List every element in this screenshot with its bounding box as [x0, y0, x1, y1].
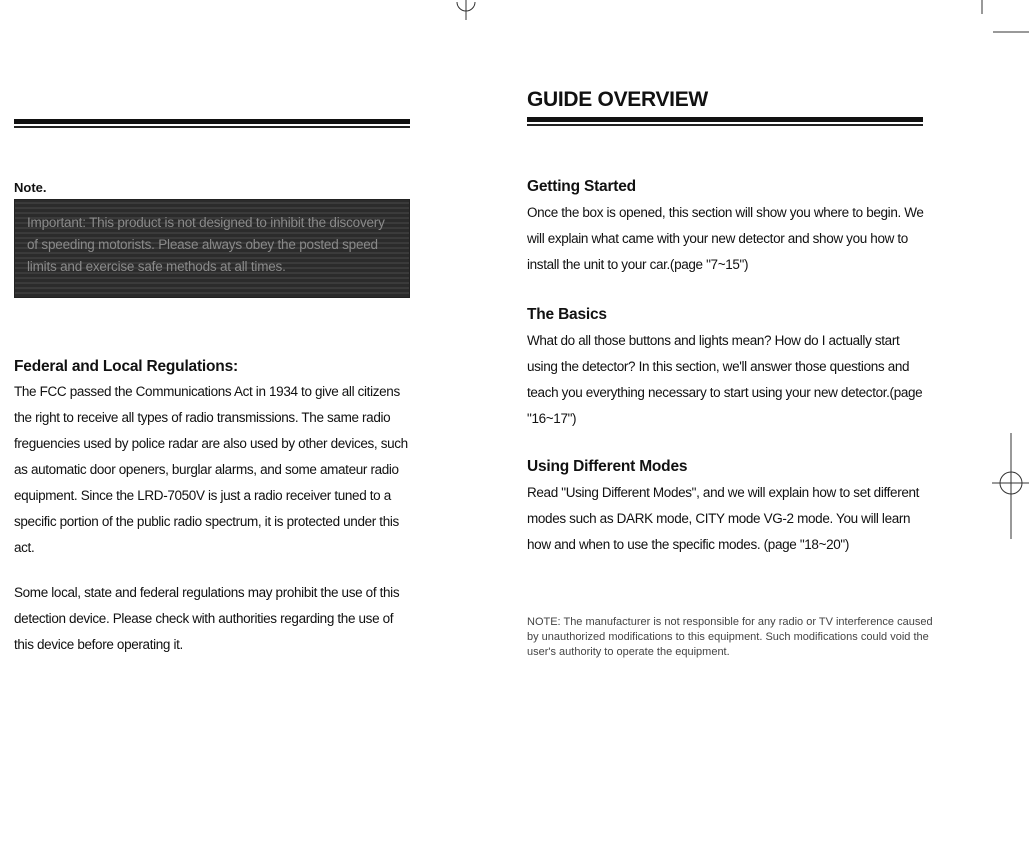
- note-box: [14, 199, 410, 298]
- note-text: Important: This product is not designed to inhibit the discovery of speeding motorists. Please always obey the posted speed limits and exercise safe methods at all times.: [27, 215, 385, 274]
- section-text-getting-started: Once the box is opened, this section will show you where to begin. We will explain what came with your new detector and show you how to install the unit to your car.(page "7~15"): [527, 205, 924, 272]
- note-label: Note.: [14, 180, 47, 195]
- registration-mark-right-icon: [990, 433, 1029, 539]
- section-title-getting-started: Getting Started: [527, 178, 636, 195]
- crop-mark-top-right-icon: [975, 0, 1029, 40]
- section-text-the-basics: What do all those buttons and lights mean? How do I actually start using the detector? In this section, we'll answer those questions and teach you everything necessary to start using your new detector.(page "16~17"): [527, 333, 923, 426]
- section-text-using-modes: Read "Using Different Modes", and we will explain how to set different modes such as DARK mode, CITY mode VG-2 mode. You will learn how and when to use the specific modes. (page "18~20"): [527, 485, 920, 552]
- header-double-rule: [14, 119, 410, 128]
- regulations-title: Federal and Local Regulations:: [14, 358, 238, 375]
- page-title: GUIDE OVERVIEW: [527, 88, 708, 111]
- regulations-paragraph-2: Some local, state and federal regulations may prohibit the use of this detection device. Please check with authorities regarding the use of this device before operating it.: [14, 585, 400, 652]
- section-title-using-modes: Using Different Modes: [527, 458, 688, 475]
- section-title-the-basics: The Basics: [527, 306, 607, 323]
- regulations-paragraph-1: The FCC passed the Communications Act in 1934 to give all citizens the right to receive all types of radio transmissions. The same radio freguencies used by police radar are also used by other devices, such as automatic door openers, burglar alarms, and some amateur radio equipment. Since the LRD-7050V is just a radio receiver tuned to a specific portion of the public radio spectrum, it is protected under this act.: [14, 384, 408, 555]
- title-double-rule: [527, 117, 923, 126]
- registration-mark-top-icon: [453, 0, 479, 20]
- manufacturer-note: NOTE: The manufacturer is not responsible for any radio or TV interference caused by unauthorized modifications to this equipment. Such modifications could void the user's authority to operate the equipment.: [527, 616, 933, 658]
